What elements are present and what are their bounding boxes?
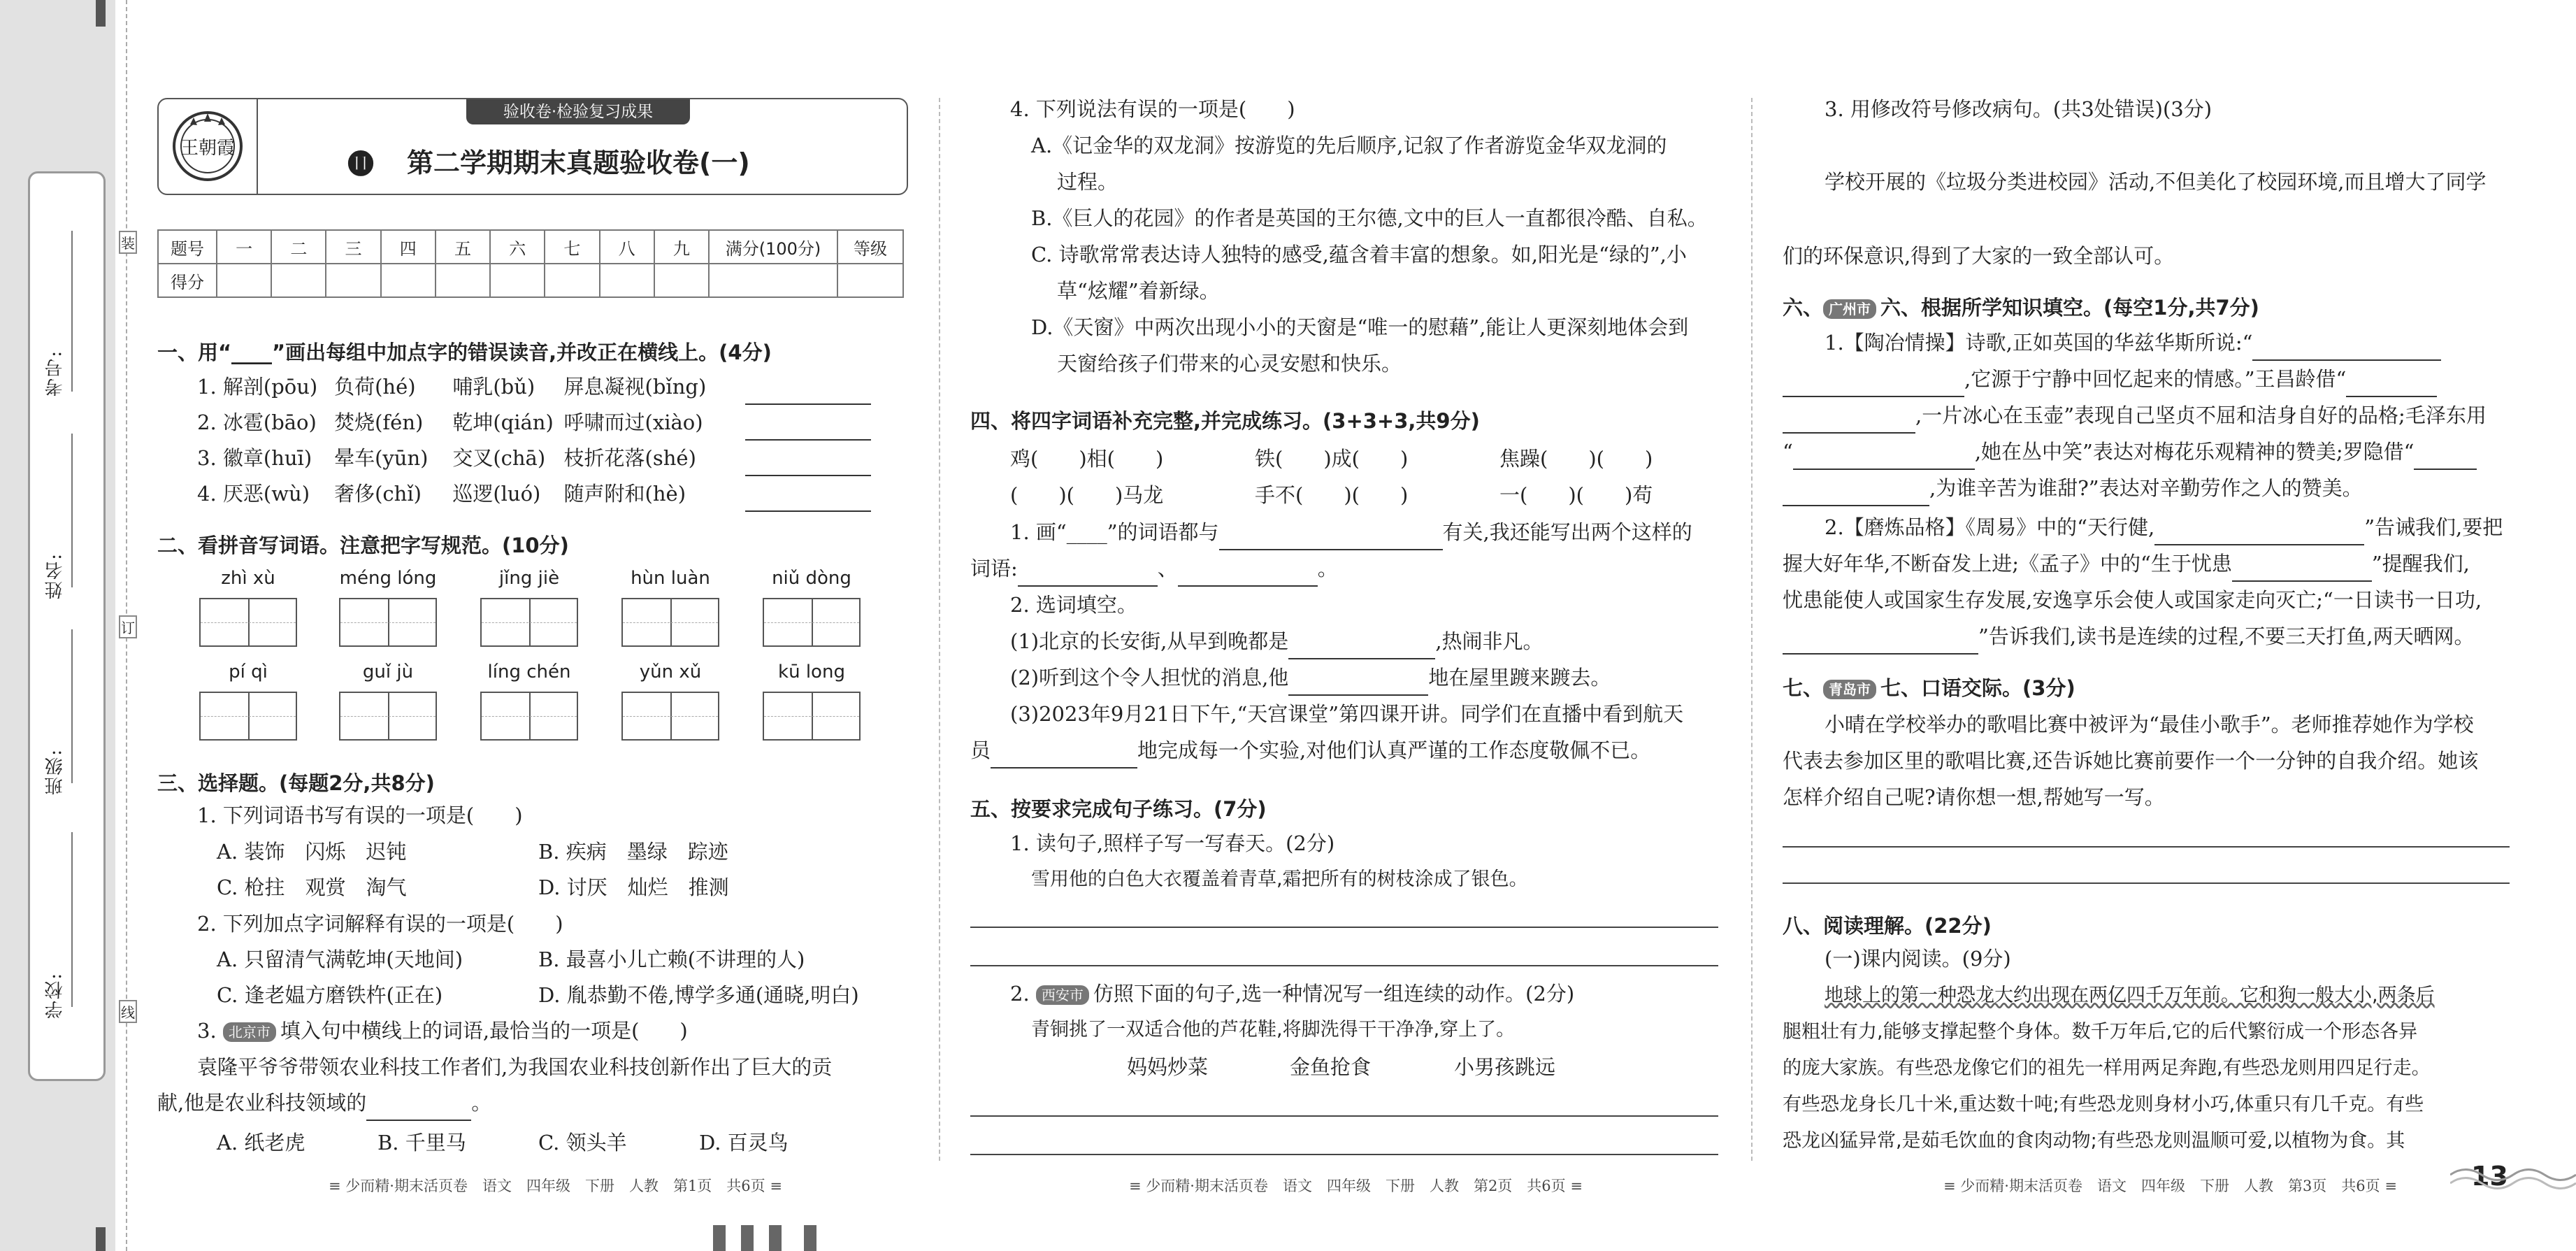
scan-bar bbox=[713, 1225, 726, 1251]
fill-line bbox=[1825, 324, 2441, 361]
answer-line[interactable] bbox=[745, 454, 871, 476]
question-text: ,为谁辛苦为谁甜?”表达对辛勤劳作之人的赞美。 bbox=[1929, 476, 2363, 500]
score-cell[interactable] bbox=[837, 264, 903, 297]
pinyin-label: niǔ dòng bbox=[772, 568, 851, 589]
question-text: ”告诫我们,要把 bbox=[2364, 515, 2503, 539]
idiom-blank[interactable]: 鸡( )相( ) bbox=[1010, 447, 1164, 471]
reading-line: 的庞大家族。有些恐龙像它们的祖先一样用两足奔跑,有些恐龙则用四足行走。 bbox=[1783, 1057, 2431, 1079]
pinyin-label: guǐ jù bbox=[362, 662, 414, 682]
answer-line[interactable] bbox=[970, 1115, 1718, 1117]
reading-line: 有些恐龙身长几十米,重达数十吨;有些恐龙则身材小巧,体重只有几千克。有些 bbox=[1783, 1094, 2424, 1115]
section-5-title: 五、按要求完成句子练习。(7分) bbox=[970, 797, 1267, 821]
question-text: “ bbox=[1783, 440, 1793, 464]
idiom-blank[interactable]: 铁( )成( ) bbox=[1255, 447, 1409, 471]
score-cell[interactable] bbox=[600, 264, 654, 297]
option-c[interactable]: C. 逢老媪方磨铁杵(正在) bbox=[217, 983, 443, 1007]
answer-line[interactable] bbox=[970, 965, 1718, 966]
section-6-title: 六、根据所学知识填空。(每空1分,共7分) bbox=[1880, 296, 2259, 320]
writing-grid[interactable] bbox=[480, 598, 578, 650]
writing-grid[interactable] bbox=[339, 598, 437, 650]
option-a[interactable]: A. 装饰 闪烁 迟钝 bbox=[217, 840, 407, 864]
score-cell[interactable] bbox=[381, 264, 436, 297]
reading-text: 地球上的第一种恐龙大约出现在两亿四千万年前。它和狗一般大小,两条后 bbox=[1825, 985, 2435, 1006]
question-text: 地完成每一个实验,对他们认真严谨的工作态度敬佩不已。 bbox=[1137, 738, 1651, 762]
question-row bbox=[1010, 659, 1611, 696]
question-text: 填入句中横线上的词语,最恰当的一项是( ) bbox=[280, 1019, 688, 1043]
word-item: 巡逻(luó) bbox=[452, 482, 541, 506]
answer-line[interactable] bbox=[1018, 564, 1158, 587]
page-footer: ≡ 少而精·期末活页卷 语文 四年级 下册 人教 第3页 共6页 ≡ bbox=[1943, 1178, 2397, 1194]
pinyin-label: jǐng jiè bbox=[498, 568, 560, 589]
item-number: 1. bbox=[197, 375, 217, 399]
table-cell: 五 bbox=[436, 230, 490, 264]
s1-row bbox=[197, 476, 871, 512]
table-cell: 题号 bbox=[158, 230, 217, 264]
page-footer: ≡ 少而精·期末活页卷 语文 四年级 下册 人教 第2页 共6页 ≡ bbox=[1129, 1178, 1583, 1194]
passage-line: 怎样介绍自己呢?请你想一想,帮她写一写。 bbox=[1783, 785, 2165, 809]
class-label: 班级: bbox=[45, 748, 66, 795]
table-cell: 一 bbox=[217, 230, 271, 264]
fill-line bbox=[1783, 470, 2363, 506]
answer-line[interactable] bbox=[1783, 882, 2510, 884]
pinyin-label: líng chén bbox=[487, 662, 571, 682]
answer-line[interactable] bbox=[745, 418, 871, 441]
reading-line: 恐龙凶猛异常,是茹毛饮血的食肉动物;有些恐龙则温顺可爱,以植物为食。其 bbox=[1783, 1130, 2405, 1152]
s1-row bbox=[197, 404, 871, 441]
score-cell[interactable] bbox=[217, 264, 271, 297]
table-cell: 得分 bbox=[158, 264, 217, 297]
score-cell[interactable] bbox=[490, 264, 545, 297]
passage-text: 献,他是农业科技领域的 bbox=[157, 1091, 367, 1115]
option-b[interactable]: B. 千里马 bbox=[377, 1131, 466, 1155]
answer-line[interactable] bbox=[1783, 632, 1978, 655]
fill-line bbox=[1783, 361, 2437, 397]
fill-line bbox=[1783, 434, 2477, 470]
answer-line[interactable] bbox=[1783, 411, 1915, 434]
question-text: (3)2023年9月21日下午,“天宫课堂”第四课开讲。同学们在直播中看到航天 bbox=[1010, 702, 1684, 726]
section-3-title: 三、选择题。(每题2分,共8分) bbox=[157, 771, 435, 795]
score-cell[interactable] bbox=[709, 264, 837, 297]
option-a[interactable]: A. 纸老虎 bbox=[217, 1131, 305, 1155]
question-text: (1)北京的长安街,从早到晚都是 bbox=[1010, 629, 1289, 653]
option-d[interactable]: D. 讨厌 灿烂 推测 bbox=[538, 875, 729, 899]
idiom-blank[interactable]: 一( )( )苟 bbox=[1499, 483, 1653, 507]
answer-line[interactable] bbox=[1288, 637, 1435, 659]
answer-line[interactable] bbox=[366, 1099, 471, 1121]
s1-row bbox=[197, 369, 871, 405]
name-field[interactable] bbox=[71, 434, 73, 587]
question-text: ,一片冰心在玉壶”表现自己坚贞不屈和洁身自好的品格;毛泽东用 bbox=[1915, 403, 2487, 427]
logo-area bbox=[159, 99, 258, 194]
answer-line[interactable] bbox=[2154, 523, 2364, 545]
section-6-heading: 六、 广州市 六、根据所学知识填空。(每空1分,共7分) bbox=[1783, 296, 2259, 320]
scan-mark bbox=[96, 1227, 106, 1251]
page-title: 第二学期期末真题验收卷(一) bbox=[407, 148, 750, 178]
passage-line: 代表去参加区里的歌唱比赛,还告诉她比赛前要作一个一分钟的自我介绍。她该 bbox=[1783, 749, 2479, 773]
word-item: 随声附和(hè) bbox=[563, 482, 686, 506]
question-text: 地在屋里踱来踱去。 bbox=[1428, 666, 1611, 689]
fold-char: 订 bbox=[119, 615, 137, 638]
page-footer: ≡ 少而精·期末活页卷 语文 四年级 下册 人教 第1页 共6页 ≡ bbox=[329, 1178, 782, 1194]
question-row: 3. 北京市 填入句中横线上的词语,最恰当的一项是( ) bbox=[197, 1019, 688, 1043]
idiom-blank[interactable]: 焦躁( )( ) bbox=[1499, 447, 1653, 471]
answer-line[interactable] bbox=[2414, 448, 2477, 470]
word-item: 呼啸而过(xiào) bbox=[563, 410, 703, 434]
school-field[interactable] bbox=[71, 832, 73, 1007]
question-row bbox=[970, 732, 1650, 769]
answer-line[interactable] bbox=[970, 927, 1718, 928]
word-item: 枝折花落(shé) bbox=[563, 446, 696, 470]
word-item: 乾坤(qián) bbox=[452, 410, 554, 434]
writing-grid[interactable] bbox=[199, 598, 297, 650]
svg-text:王朝霞: 王朝霞 bbox=[180, 138, 236, 159]
fill-line bbox=[1783, 545, 2470, 582]
scan-bar bbox=[769, 1225, 782, 1251]
column-separator bbox=[1751, 98, 1753, 1161]
question-text: 握大好年华,不断奋发上进;《孟子》中的“生于忧患 bbox=[1783, 552, 2232, 576]
answer-line[interactable] bbox=[1219, 528, 1443, 550]
subsection-title: (一)课内阅读。(9分) bbox=[1825, 947, 2011, 971]
word-item: 解剖(pōu) bbox=[222, 375, 318, 399]
word-item: 焚烧(fén) bbox=[334, 410, 424, 434]
writing-grid[interactable] bbox=[763, 598, 861, 650]
question-text: 4. 下列说法有误的一项是( ) bbox=[1010, 97, 1295, 121]
score-table-header-row bbox=[158, 230, 903, 264]
column-separator bbox=[939, 98, 940, 1161]
choice-option[interactable]: 金鱼抢食 bbox=[1290, 1055, 1372, 1079]
question-row bbox=[1010, 514, 1692, 550]
option-d-cont: 天窗给孩子们带来的心灵安慰和快乐。 bbox=[1057, 352, 1402, 376]
fold-char: 装 bbox=[119, 231, 137, 254]
region-badge: 西安市 bbox=[1036, 985, 1089, 1005]
idiom-blank[interactable]: 手不( )( ) bbox=[1255, 483, 1409, 507]
table-cell: 六 bbox=[490, 230, 545, 264]
exam-no-label: 考号: bbox=[45, 350, 66, 396]
question-text: 员 bbox=[970, 738, 991, 762]
word-item: 晕车(yūn) bbox=[334, 446, 429, 470]
option-a-cont: 过程。 bbox=[1057, 170, 1118, 194]
question-text: 1.【陶冶情操】诗歌,正如英国的华兹华斯所说:“ bbox=[1825, 331, 2253, 355]
option-a[interactable]: A. 只留清气满乾坤(天地间) bbox=[217, 948, 463, 971]
example-sentence: 雪用他的白色大衣覆盖着青草,霜把所有的树枝涂成了银色。 bbox=[1031, 868, 1528, 890]
exam-number: ⓫ bbox=[347, 149, 375, 180]
writing-grid[interactable] bbox=[621, 692, 719, 743]
region-badge: 广州市 bbox=[1823, 299, 1876, 319]
question-text: 仿照下面的句子,选一种情况写一组连续的动作。(2分) bbox=[1093, 982, 1575, 1006]
score-cell[interactable] bbox=[545, 264, 599, 297]
option-c[interactable]: C. 诗歌常常表达诗人独特的感受,蕴含着丰富的想象。如,阳光是“绿的”,小 bbox=[1031, 243, 1687, 266]
reading-line bbox=[1825, 978, 2435, 1014]
question-row: 2. 西安市 仿照下面的句子,选一种情况写一组连续的动作。(2分) bbox=[1010, 982, 1575, 1006]
score-cell[interactable] bbox=[654, 264, 709, 297]
scan-mark bbox=[96, 0, 106, 27]
answer-line[interactable] bbox=[2252, 338, 2441, 361]
writing-grid[interactable] bbox=[480, 692, 578, 743]
answer-line[interactable] bbox=[1793, 448, 1975, 470]
score-cell[interactable] bbox=[326, 264, 380, 297]
answer-line[interactable] bbox=[1783, 846, 2510, 848]
reading-line: 腿粗壮有力,能够支撑起整个身体。数千万年后,它的后代繁衍成一个形态各异 bbox=[1783, 1021, 2418, 1043]
option-b[interactable]: B. 疾病 墨绿 踪迹 bbox=[538, 840, 728, 864]
pinyin-label: yǔn xǔ bbox=[639, 662, 702, 682]
answer-line[interactable] bbox=[1288, 673, 1428, 696]
answer-line[interactable] bbox=[991, 746, 1137, 769]
pinyin-label: pí qì bbox=[229, 662, 268, 682]
word-item: 厌恶(wù) bbox=[222, 482, 310, 506]
header-banner: 验收卷·检验复习成果 bbox=[466, 99, 690, 124]
exam-no-field[interactable] bbox=[71, 231, 73, 392]
option-d[interactable]: D.《天窗》中两次出现小小的天窗是“唯一的慰藉”,能让人更深刻地体会到 bbox=[1031, 315, 1689, 339]
answer-line[interactable] bbox=[745, 489, 871, 512]
option-c[interactable]: C. 枪拄 观赏 淘气 bbox=[217, 875, 407, 899]
pinyin-label: méng lóng bbox=[339, 568, 437, 589]
option-a[interactable]: A.《记金华的双龙洞》按游览的先后顺序,记叙了作者游览金华双龙洞的 bbox=[1031, 134, 1667, 157]
section-7-heading: 七、 青岛市 七、口语交际。(3分) bbox=[1783, 676, 2075, 700]
choice-option[interactable]: 妈妈炒菜 bbox=[1127, 1055, 1209, 1079]
question-text: 3. 用修改符号修改病句。(共3处错误)(3分) bbox=[1825, 97, 2212, 121]
student-info-panel bbox=[28, 171, 106, 1081]
fill-line bbox=[1783, 397, 2487, 434]
question-text: 1. 画“____”的词语都与 bbox=[1010, 520, 1219, 544]
question-text: ”告诉我们,读书是连续的过程,不要三天打鱼,两天晒网。 bbox=[1978, 624, 2475, 648]
question-text: (2)听到这个令人担忧的消息,他 bbox=[1010, 666, 1289, 689]
answer-line[interactable] bbox=[1783, 484, 1929, 506]
option-b[interactable]: B.《巨人的花园》的作者是英国的王尔德,文中的巨人一直都很冷酷、自私。 bbox=[1031, 206, 1708, 230]
class-field[interactable] bbox=[71, 629, 73, 783]
table-cell: 七 bbox=[545, 230, 599, 264]
question-text: 1. 下列词语书写有误的一项是( ) bbox=[197, 803, 523, 827]
question-row bbox=[1010, 623, 1544, 659]
scan-bar bbox=[741, 1225, 754, 1251]
page-number: 13 bbox=[2471, 1161, 2508, 1192]
passage-line: 袁隆平爷爷带领农业科技工作者们,为我国农业科技创新作出了巨大的贡 bbox=[197, 1055, 833, 1079]
answer-line[interactable] bbox=[2346, 375, 2437, 397]
question-text: ,热闹非凡。 bbox=[1435, 629, 1544, 653]
item-number: 2. bbox=[197, 410, 217, 434]
title-box bbox=[157, 98, 908, 195]
option-c[interactable]: C. 领头羊 bbox=[538, 1131, 627, 1155]
item-number: 4. bbox=[197, 482, 217, 506]
choice-option[interactable]: 小男孩跳远 bbox=[1454, 1055, 1556, 1079]
option-d[interactable]: D. 胤恭勤不倦,博学多通(通晓,明白) bbox=[538, 983, 859, 1007]
score-table bbox=[157, 229, 904, 298]
answer-line[interactable] bbox=[2232, 559, 2372, 582]
score-cell[interactable] bbox=[271, 264, 326, 297]
s1-row bbox=[197, 440, 871, 476]
passage-line: 献,他是农业科技领域的 。 bbox=[157, 1085, 491, 1121]
word-item: 哺乳(bǔ) bbox=[452, 375, 535, 399]
score-cell[interactable] bbox=[436, 264, 490, 297]
word-item: 徽章(huī) bbox=[222, 446, 312, 470]
pinyin-label: hùn luàn bbox=[631, 568, 710, 589]
question-text: 1. 读句子,照样子写一写春天。(2分) bbox=[1010, 831, 1335, 855]
fold-char: 线 bbox=[119, 1000, 137, 1023]
section-7-title: 七、口语交际。(3分) bbox=[1880, 676, 2075, 700]
passage-line: 忧患能使人或国家生存发展,安逸享乐会使人或国家走向灭亡;“一日读书一日功, bbox=[1783, 588, 2482, 612]
fill-line bbox=[1783, 618, 2474, 655]
table-cell: 满分(100分) bbox=[709, 230, 837, 264]
section-1-title: 一、用“____”画出每组中加点字的错误读音,并改正在横线上。(4分) bbox=[157, 341, 772, 364]
school-label: 学校: bbox=[45, 972, 66, 1019]
answer-line[interactable] bbox=[970, 1154, 1718, 1155]
passage-line: 们的环保意识,得到了大家的一致全部认可。 bbox=[1783, 244, 2175, 268]
option-d[interactable]: D. 百灵鸟 bbox=[699, 1131, 789, 1155]
example-sentence: 青铜挑了一双适合他的芦花鞋,将脚洗得干干净净,穿上了。 bbox=[1031, 1019, 1516, 1041]
writing-grid[interactable] bbox=[199, 692, 297, 743]
writing-grid[interactable] bbox=[763, 692, 861, 743]
word-item: 冰雹(bāo) bbox=[222, 410, 317, 434]
logo-seal-icon bbox=[169, 108, 246, 185]
pinyin-label: kū long bbox=[778, 662, 845, 682]
section-4-title: 四、将四字词语补充完整,并完成练习。(3+3+3,共9分) bbox=[970, 409, 1480, 433]
word-item: 奢侈(chǐ) bbox=[334, 482, 422, 506]
answer-line[interactable] bbox=[1178, 564, 1318, 587]
answer-line[interactable] bbox=[745, 383, 871, 405]
question-text: ,它源于宁静中回忆起来的情感。”王昌龄借“ bbox=[1964, 367, 2347, 391]
question-text: 词语: bbox=[970, 557, 1018, 580]
question-text: 2. 选词填空。 bbox=[1010, 593, 1137, 617]
option-b[interactable]: B. 最喜小儿亡赖(不讲理的人) bbox=[538, 948, 805, 971]
word-item: 负荷(hé) bbox=[334, 375, 416, 399]
word-item: 屏息凝视(bǐng) bbox=[563, 375, 707, 399]
idiom-blank[interactable]: ( )( )马龙 bbox=[1010, 483, 1164, 507]
passage-line: 小晴在学校举办的歌唱比赛中被评为“最佳小歌手”。老师推荐她作为学校 bbox=[1825, 713, 2474, 736]
table-cell: 九 bbox=[654, 230, 709, 264]
fill-line bbox=[1825, 509, 2503, 545]
region-badge: 青岛市 bbox=[1823, 680, 1876, 699]
option-c-cont: 草“炫耀”着新绿。 bbox=[1057, 279, 1220, 303]
question-text: ,她在丛中笑”表达对梅花乐观精神的赞美;罗隐借“ bbox=[1974, 440, 2415, 464]
question-text: 2. 下列加点字词解释有误的一项是( ) bbox=[197, 912, 563, 936]
scan-bar bbox=[804, 1225, 816, 1251]
score-table-row bbox=[158, 264, 903, 297]
word-item: 交叉(chā) bbox=[452, 446, 546, 470]
question-text: 2.【磨炼品格】《周易》中的“天行健, bbox=[1825, 515, 2155, 539]
table-cell: 等级 bbox=[837, 230, 903, 264]
region-badge: 北京市 bbox=[223, 1022, 276, 1042]
name-label: 姓名: bbox=[45, 552, 66, 599]
passage-line: 学校开展的《垃圾分类进校园》活动,不但美化了校园环境,而且增大了同学 bbox=[1825, 170, 2487, 194]
question-row: 词语: 、 。 bbox=[970, 550, 1338, 587]
question-text: 有关,我还能写出两个这样的 bbox=[1442, 520, 1692, 544]
question-text: ”提醒我们, bbox=[2371, 552, 2470, 576]
table-cell: 二 bbox=[271, 230, 326, 264]
table-cell: 八 bbox=[600, 230, 654, 264]
wave-decoration-icon bbox=[2450, 1157, 2576, 1192]
item-number: 3. bbox=[197, 446, 217, 470]
answer-line[interactable] bbox=[1783, 375, 1964, 397]
section-2-title: 二、看拼音写词语。注意把字写规范。(10分) bbox=[157, 534, 569, 557]
section-8-title: 八、阅读理解。(22分) bbox=[1783, 914, 1992, 938]
pinyin-label: zhì xù bbox=[221, 568, 275, 589]
writing-grid[interactable] bbox=[339, 692, 437, 743]
table-cell: 三 bbox=[326, 230, 380, 264]
writing-grid[interactable] bbox=[621, 598, 719, 650]
table-cell: 四 bbox=[381, 230, 436, 264]
